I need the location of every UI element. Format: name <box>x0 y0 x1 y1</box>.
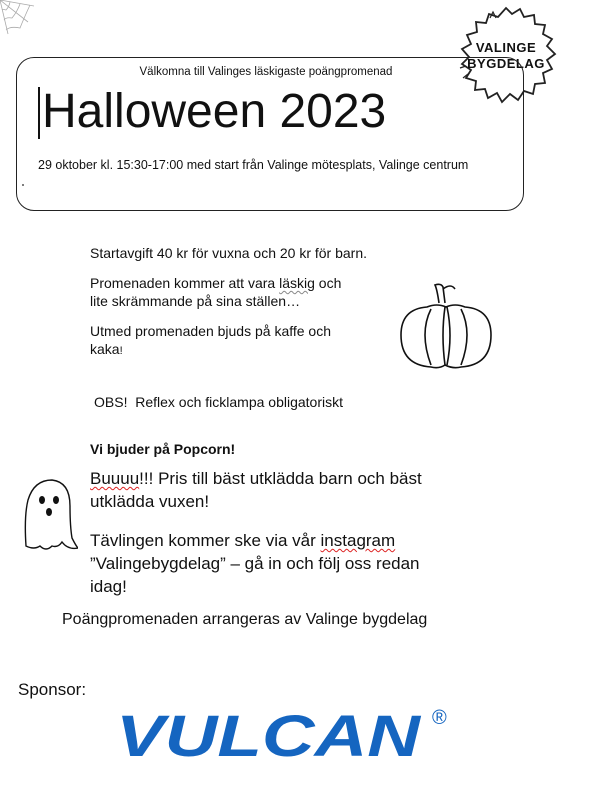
registered-mark: ® <box>432 707 447 729</box>
notice-text: OBS! Reflex och ficklampa obligatoriskt <box>94 394 343 410</box>
via-line-3: idag! <box>90 577 127 596</box>
vulcan-logo <box>112 698 462 766</box>
prize-line-1: !!! Pris till bäst utklädda barn och bäst <box>139 469 422 488</box>
coffee-paragraph <box>90 322 331 360</box>
scary-line-start: Promenaden kommer att vara <box>90 275 280 291</box>
text-cursor <box>38 87 40 139</box>
cobweb-icon <box>0 0 36 36</box>
stray-dot <box>22 184 24 186</box>
prize-paragraph <box>90 467 422 513</box>
page-title: Halloween 2023 <box>42 85 387 138</box>
instagram-word: instagram <box>320 531 396 550</box>
event-dateline: 29 oktober kl. 15:30-17:00 med start från Valinge mötesplats, Valinge centrum <box>38 158 469 172</box>
pumpkin-icon <box>397 281 495 371</box>
via-line-start: Tävlingen kommer ske via vår <box>90 531 321 550</box>
popcorn-text: Vi bjuder på Popcorn! <box>90 441 236 457</box>
arranged-text: Poängpromenaden arrangeras av Valinge bygdelag <box>62 611 428 628</box>
scary-line-2: lite skrämmande på sina ställen… <box>90 293 301 309</box>
boo-word: Buuuu <box>90 469 140 488</box>
logo-line1: VALINGE <box>475 40 537 55</box>
contest-paragraph <box>90 529 420 598</box>
sponsor-label: Sponsor: <box>18 680 87 699</box>
scary-line-end: och <box>314 275 342 291</box>
fee-text: Startavgift 40 kr för vuxna och 20 kr för barn. <box>90 245 368 261</box>
prize-line-2: utklädda vuxen! <box>90 492 210 511</box>
scary-paragraph <box>90 274 341 310</box>
sponsor-name: VULCAN <box>116 704 422 766</box>
logo-line2: BYGDELAG <box>467 56 545 71</box>
via-line-2: ”Valingebygdelag” – gå in och följ oss redan <box>90 554 420 573</box>
welcome-text: Välkomna till Valinges läskigaste poängpromenad <box>139 66 393 78</box>
coffee-line-2: kaka <box>90 341 120 357</box>
ghost-icon <box>18 476 78 552</box>
coffee-line-1: Utmed promenaden bjuds på kaffe och <box>90 323 332 339</box>
scary-word: läskig <box>279 275 315 291</box>
coffee-mark: ! <box>119 345 123 357</box>
